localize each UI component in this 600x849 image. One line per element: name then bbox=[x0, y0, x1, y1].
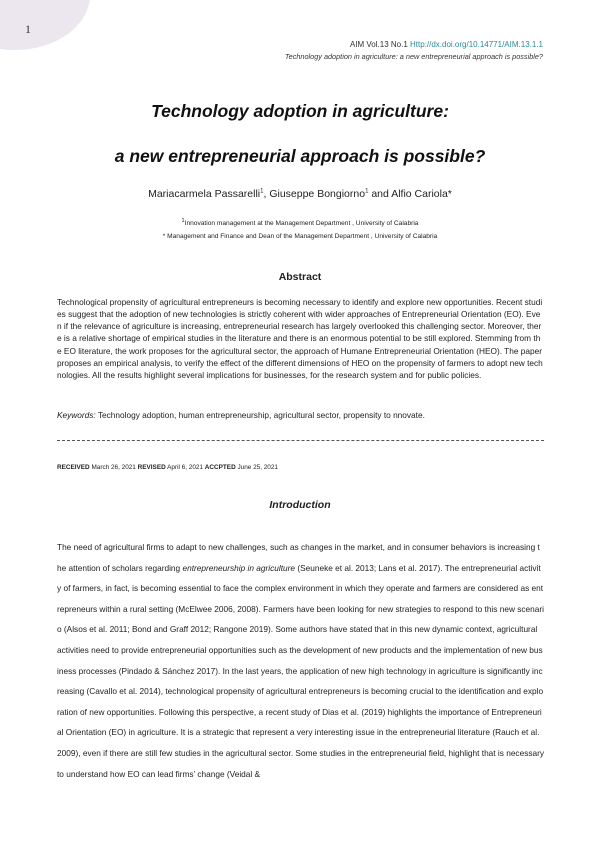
author-list bbox=[0, 188, 600, 200]
keywords-text: Technology adoption, human entrepreneurship, agricultural sector, propensity to nnovate. bbox=[95, 410, 425, 420]
affiliation-1 bbox=[0, 218, 600, 227]
accepted-date: June 25, 2021 bbox=[235, 464, 278, 471]
author-2-affiliation: 1 bbox=[365, 188, 369, 195]
journal-issue: AIM Vol.13 No.1 bbox=[349, 40, 408, 49]
abstract-heading: Abstract bbox=[278, 271, 322, 283]
affiliation-text: Innovation management at the Management Department , University of Calabria bbox=[184, 220, 419, 228]
corner-decoration bbox=[0, 0, 90, 50]
paper-title-line-2: a new entrepreneurial approach is possible? bbox=[114, 146, 486, 166]
running-title: Technology adoption in agriculture: a new entrepreneurial approach is possible? bbox=[284, 52, 543, 61]
revised-date: April 6, 2021 bbox=[165, 464, 205, 471]
paragraph-emphasis: entrepreneurship in agriculture bbox=[182, 562, 296, 573]
page-number: 1 bbox=[25, 22, 31, 36]
author-1: Mariacarmela Passarelli bbox=[148, 188, 261, 200]
journal-header bbox=[350, 40, 543, 49]
author-3: Alfio Cariola* bbox=[391, 188, 452, 200]
doi-link[interactable]: Http://dx.doi.org/10.14771/AIM.13.1.1 bbox=[410, 40, 543, 49]
received-dates bbox=[57, 464, 278, 471]
received-date: March 26, 2021 bbox=[89, 464, 138, 471]
section-divider bbox=[57, 440, 544, 441]
affiliation-mark: 1 bbox=[181, 218, 185, 224]
keywords-label: Keywords: bbox=[57, 410, 96, 420]
affiliation-text: Management and Finance and Dean of the Management Department , University of Calabria bbox=[165, 233, 438, 240]
author-separator: , bbox=[263, 188, 270, 200]
keywords bbox=[57, 410, 544, 420]
paragraph-text: The need of agricultural firms to adapt to new challenges, such as changes in the market, and in consumer behaviors is increasing the attention of scholars regarding bbox=[57, 542, 540, 573]
paragraph-text: (Seuneke et al. 2013; Lans et al. 2017). The entrepreneurial activity of farmers, in fact, is becoming essential to face the complex environment in which they operate and farmers are considered as entrepreneurs within a rural setting (McElwee 2006, 2008). Farmers have been looking for new strategies to respond to this new scenario (Alsos et al. 2011; Bond and Graff 2012; Rangone 2019). Some authors have stated that in this new dynamic context, agricultural activities need to provide entrepreneurial opportunities such as the development of new products and the implementation of new business processes (Pindado & Sánchez 2017). In the last years, the application of new high technology in agriculture is significantly increasing (Cavallo et al. 2014), technological propensity of agricultural entrepreneurs is becoming crucial to the identification and exploration of new opportunities. Following this perspective, a recent study of Dias et al. (2019) highlights the importance of Entrepreneurial Orientation (EO) in agriculture. It is a strategic that represent a very interesting issue in the entrepreneurial literature (Rauch et al. 2009), even if there are still few studies in the agricultural sector. Some studies in the entrepreneurial field, highlight that is necessary to understand how EO can lead firms’ change (Veidal & bbox=[57, 562, 545, 779]
paper-title-line-1: Technology adoption in agriculture: bbox=[151, 101, 449, 121]
author-1-affiliation: 1 bbox=[260, 188, 264, 195]
revised-label: REVISED bbox=[137, 464, 166, 471]
introduction-paragraph bbox=[57, 537, 544, 784]
affiliation-2 bbox=[0, 233, 600, 240]
author-separator: and bbox=[368, 188, 392, 200]
accepted-label: ACCPTED bbox=[204, 464, 236, 471]
received-label: RECEIVED bbox=[57, 464, 90, 471]
author-2: Giuseppe Bongiorno bbox=[269, 188, 366, 200]
abstract-text: Technological propensity of agricultural entrepreneurs is becoming necessary to identify and explore new opportunities. Recent studies suggest that the adoption of new technologies is strictly coherent with wider approaches of Entrepreneurial Orientation (EO). Even if the relevance of agriculture is increasing, entrepreneurial research has largely overlooked this challenging sector. Moreover, there is a relative shortage of empirical studies in the literature and there is an enormous potential to be still explored. Stemming from the EO literature, the work proposes for the agricultural sector, the approach of Humane Entrepreneurial Orientation (HEO). The paper proposes an empirical analysis, to verify the effect of the different dimensions of HEO on the propensity of farmers to adopt new technologies. All the results highlight several implications for businesses, for the research system and for public policies. bbox=[57, 297, 543, 380]
introduction-heading: Introduction bbox=[269, 499, 331, 511]
affiliation-mark: * bbox=[162, 233, 166, 240]
